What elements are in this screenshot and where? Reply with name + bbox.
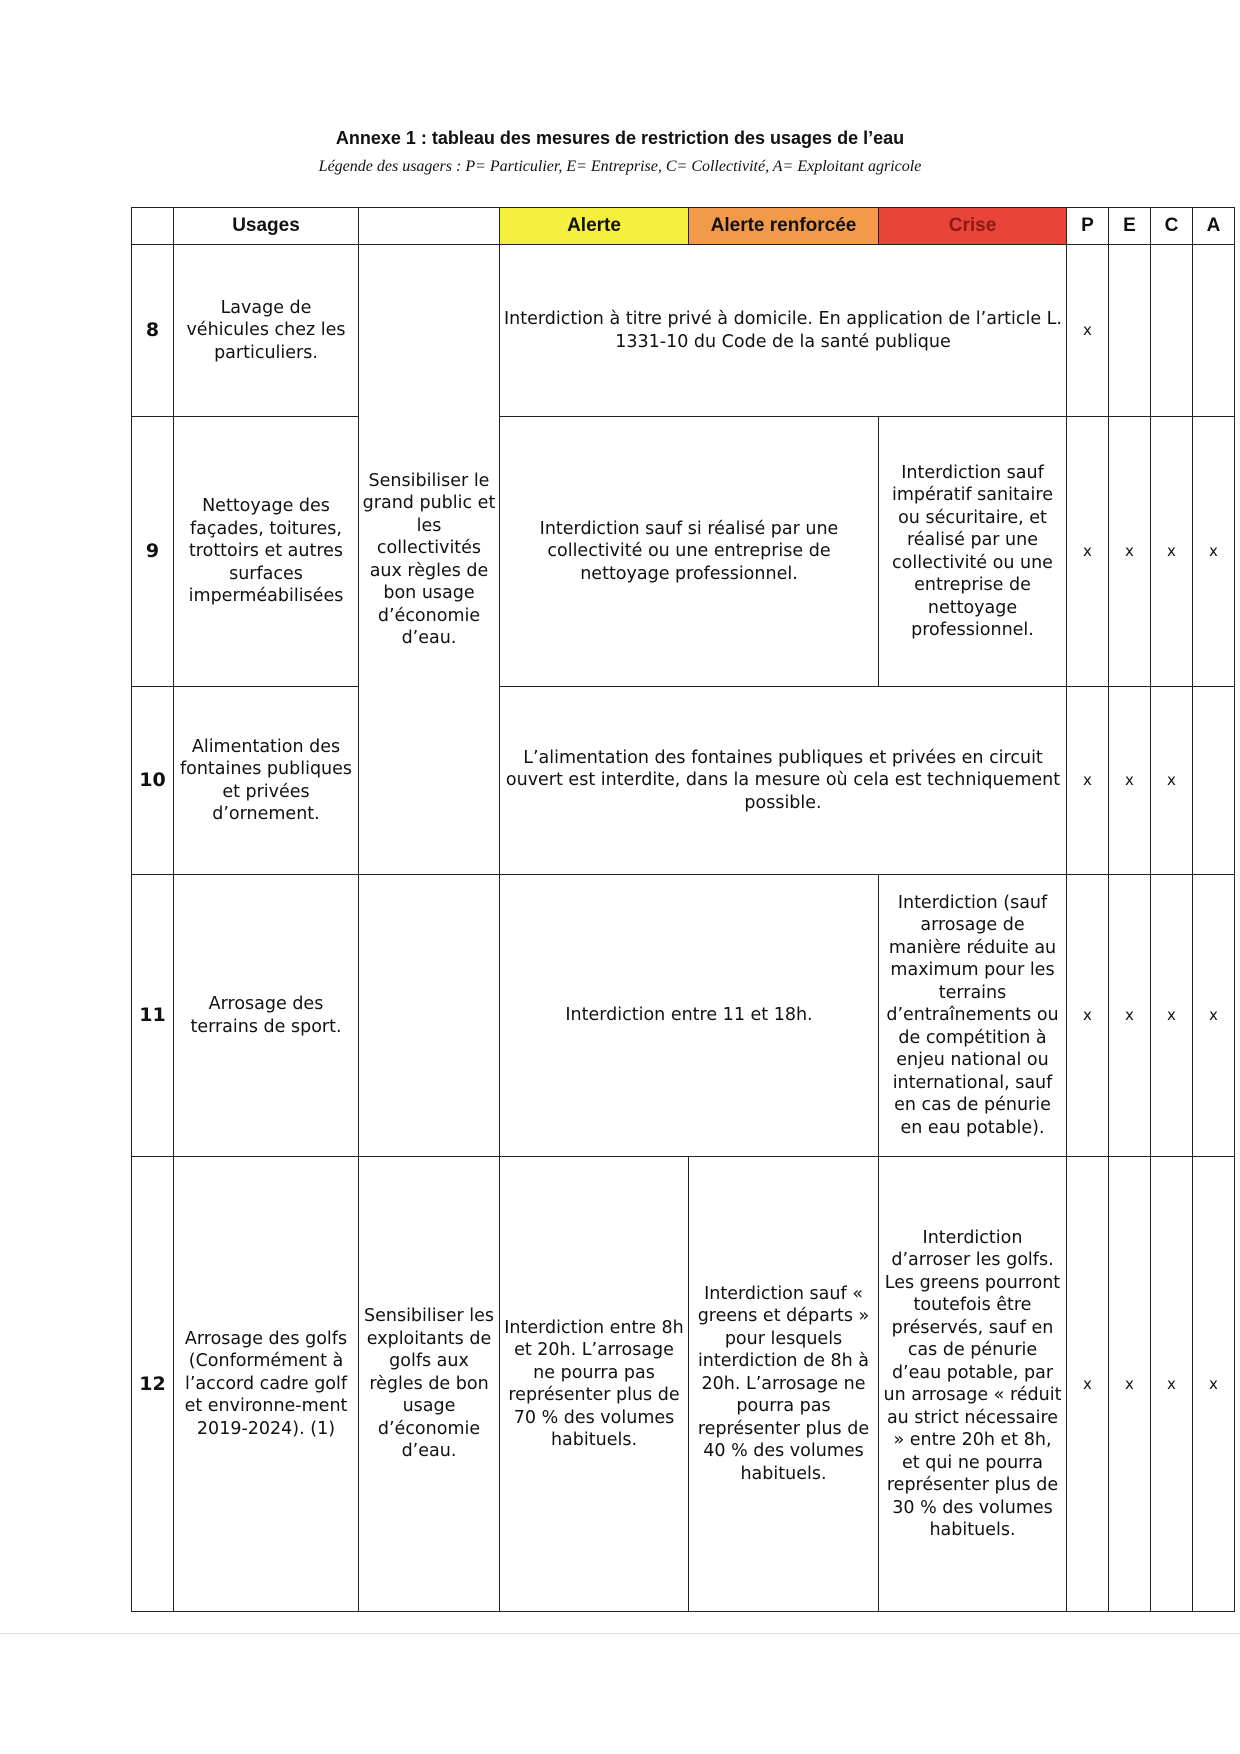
page-title: Annexe 1 : tableau des mesures de restriction des usages de l’eau bbox=[335, 128, 905, 148]
table-row bbox=[132, 687, 1235, 875]
row-number: 11 bbox=[132, 875, 174, 1157]
usage-cell: Arrosage des terrains de sport. bbox=[174, 875, 359, 1157]
measure-crise: Interdiction d’arroser les golfs. Les greens pourront toutefois être préservés, sauf en cas de pénurie d’eau potable, par un arrosage « réduit au strict nécessaire » entre 20h et 8h, et qui ne pourra représenter plus de 30 % des volumes habituels. bbox=[879, 1157, 1067, 1612]
user-legend: Légende des usagers : P= Particulier, E= Entreprise, C= Collectivité, A= Exploitant agricole bbox=[318, 158, 922, 175]
header-usages: Usages bbox=[174, 208, 359, 245]
measure-crise: Interdiction sauf impératif sanitaire ou sécuritaire, et réalisé par une collectivité ou une entreprise de nettoyage professionnel. bbox=[879, 417, 1067, 687]
header-p: P bbox=[1067, 208, 1109, 245]
mark-c: x bbox=[1151, 687, 1193, 875]
measure-alerte-renforcee: Interdiction sauf si réalisé par une collectivité ou une entreprise de nettoyage professionnel. bbox=[500, 417, 879, 687]
header-c: C bbox=[1151, 208, 1193, 245]
mark-a: x bbox=[1193, 1157, 1235, 1612]
measure-alerte-renforcee: Interdiction entre 11 et 18h. bbox=[500, 875, 879, 1157]
header-vigilance bbox=[359, 208, 500, 245]
mark-e: x bbox=[1109, 1157, 1151, 1612]
mark-p: x bbox=[1067, 687, 1109, 875]
measure-all-levels: L’alimentation des fontaines publiques et privées en circuit ouvert est interdite, dans la mesure où cela est techniquement possible. bbox=[500, 687, 1067, 875]
usage-cell: Arrosage des golfs (Conformément à l’accord cadre golf et environne-ment 2019-2024). (1) bbox=[174, 1157, 359, 1612]
measure-all-levels: Interdiction à titre privé à domicile. En application de l’article L. 1331-10 du Code de la santé publique bbox=[500, 245, 1067, 417]
page-bottom-rule bbox=[0, 1633, 1240, 1634]
mark-a bbox=[1193, 245, 1235, 417]
row-number: 9 bbox=[132, 417, 174, 687]
mark-a: x bbox=[1193, 875, 1235, 1157]
vigilance-cell-empty bbox=[359, 875, 500, 1157]
usage-cell: Nettoyage des façades, toitures, trottoirs et autres surfaces imperméabilisées bbox=[174, 417, 359, 687]
table-row bbox=[132, 875, 1235, 1157]
mark-c bbox=[1151, 245, 1193, 417]
mark-c: x bbox=[1151, 1157, 1193, 1612]
usage-cell: Lavage de véhicules chez les particuliers. bbox=[174, 245, 359, 417]
mark-c: x bbox=[1151, 417, 1193, 687]
mark-p: x bbox=[1067, 1157, 1109, 1612]
table-row bbox=[132, 1157, 1235, 1612]
header-a: A bbox=[1193, 208, 1235, 245]
mark-p: x bbox=[1067, 245, 1109, 417]
header-crise: Crise bbox=[879, 208, 1067, 245]
mark-e bbox=[1109, 245, 1151, 417]
vigilance-cell: Sensibiliser les exploitants de golfs aux règles de bon usage d’économie d’eau. bbox=[359, 1157, 500, 1612]
header-alerte-renforcee: Alerte renforcée bbox=[689, 208, 879, 245]
vigilance-cell: Sensibiliser le grand public et les collectivités aux règles de bon usage d’économie d’eau. bbox=[359, 245, 500, 875]
mark-e: x bbox=[1109, 417, 1151, 687]
table-row bbox=[132, 245, 1235, 417]
header-e: E bbox=[1109, 208, 1151, 245]
usage-cell: Alimentation des fontaines publiques et privées d’ornement. bbox=[174, 687, 359, 875]
mark-c: x bbox=[1151, 875, 1193, 1157]
mark-e: x bbox=[1109, 687, 1151, 875]
header-num bbox=[132, 208, 174, 245]
restriction-table bbox=[131, 207, 1235, 1612]
header-row bbox=[132, 208, 1235, 245]
table-row bbox=[132, 417, 1235, 687]
measure-alerte-renforcee: Interdiction sauf « greens et départs » pour lesquels interdiction de 8h à 20h. L’arrosage ne pourra pas représenter plus de 40 % des volumes habituels. bbox=[689, 1157, 879, 1612]
header-alerte: Alerte bbox=[500, 208, 689, 245]
row-number: 8 bbox=[132, 245, 174, 417]
row-number: 10 bbox=[132, 687, 174, 875]
row-number: 12 bbox=[132, 1157, 174, 1612]
measure-alerte: Interdiction entre 8h et 20h. L’arrosage ne pourra pas représenter plus de 70 % des volumes habituels. bbox=[500, 1157, 689, 1612]
mark-a: x bbox=[1193, 417, 1235, 687]
mark-p: x bbox=[1067, 417, 1109, 687]
mark-a bbox=[1193, 687, 1235, 875]
mark-e: x bbox=[1109, 875, 1151, 1157]
measure-crise: Interdiction (sauf arrosage de manière réduite au maximum pour les terrains d’entraînements ou de compétition à enjeu national ou international, sauf en cas de pénurie en eau potable). bbox=[879, 875, 1067, 1157]
mark-p: x bbox=[1067, 875, 1109, 1157]
